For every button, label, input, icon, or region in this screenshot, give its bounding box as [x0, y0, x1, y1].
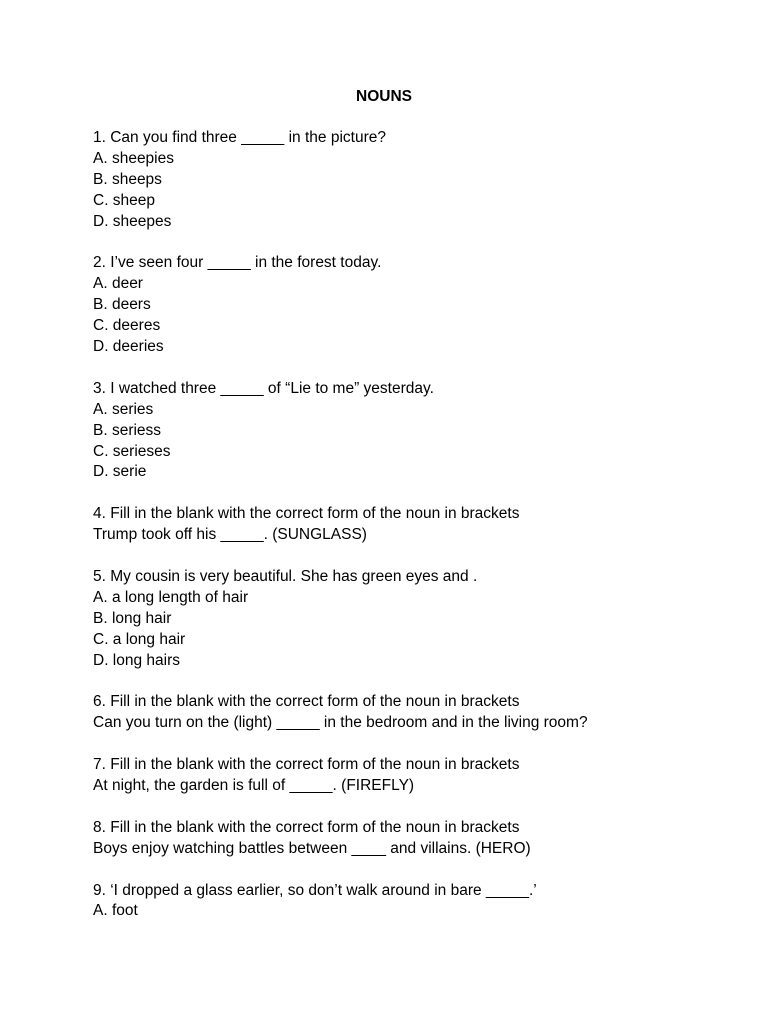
- question-8: [93, 818, 753, 860]
- question-prompt: 7. Fill in the blank with the correct form of the noun in brackets: [93, 756, 520, 774]
- answer-option: C. deeres: [93, 317, 161, 335]
- question-2: [93, 253, 753, 358]
- answer-option: B. sheeps: [93, 170, 162, 188]
- answer-option: A. a long length of hair: [93, 588, 249, 606]
- question-prompt: 2. I’ve seen four _____ in the forest today.: [93, 254, 382, 272]
- page-title: NOUNS: [356, 88, 412, 105]
- question-9: [93, 881, 753, 923]
- question-6: [93, 692, 753, 734]
- question-prompt: 5. My cousin is very beautiful. She has green eyes and .: [93, 567, 478, 585]
- fill-in-sentence: Can you turn on the (light) _____ in the bedroom and in the living room?: [93, 714, 588, 732]
- answer-option: B. deers: [93, 296, 151, 314]
- answer-option: C. a long hair: [93, 630, 186, 648]
- answer-option: A. deer: [93, 275, 143, 293]
- answer-option: C. serieses: [93, 442, 171, 460]
- question-list: [93, 128, 753, 943]
- question-1: [93, 128, 753, 233]
- answer-option: A. series: [93, 400, 154, 418]
- answer-option: D. sheepes: [93, 212, 172, 230]
- question-prompt: 4. Fill in the blank with the correct form of the noun in brackets: [93, 505, 520, 523]
- question-7: [93, 755, 753, 797]
- question-prompt: 8. Fill in the blank with the correct form of the noun in brackets: [93, 818, 520, 836]
- question-prompt: 6. Fill in the blank with the correct form of the noun in brackets: [93, 693, 520, 711]
- question-4: [93, 504, 753, 546]
- answer-option: B. seriess: [93, 421, 162, 439]
- answer-option: B. long hair: [93, 609, 172, 627]
- answer-option: D. long hairs: [93, 651, 181, 669]
- question-prompt: 3. I watched three _____ of “Lie to me” yesterday.: [93, 379, 434, 397]
- answer-option: C. sheep: [93, 191, 156, 209]
- answer-option: A. foot: [93, 902, 138, 920]
- question-5: [93, 567, 753, 672]
- fill-in-sentence: At night, the garden is full of _____. (FIREFLY): [93, 777, 415, 794]
- fill-in-sentence: Boys enjoy watching battles between ____ and villains. (HERO): [93, 839, 531, 857]
- question-prompt: 1. Can you find three _____ in the picture?: [93, 129, 386, 146]
- question-3: [93, 379, 753, 484]
- fill-in-sentence: Trump took off his _____. (SUNGLASS): [93, 526, 367, 544]
- answer-option: A. sheepies: [93, 149, 174, 167]
- answer-option: D. deeries: [93, 338, 164, 356]
- question-prompt: 9. ‘I dropped a glass earlier, so don’t walk around in bare _____.’: [93, 881, 537, 899]
- answer-option: D. serie: [93, 463, 147, 481]
